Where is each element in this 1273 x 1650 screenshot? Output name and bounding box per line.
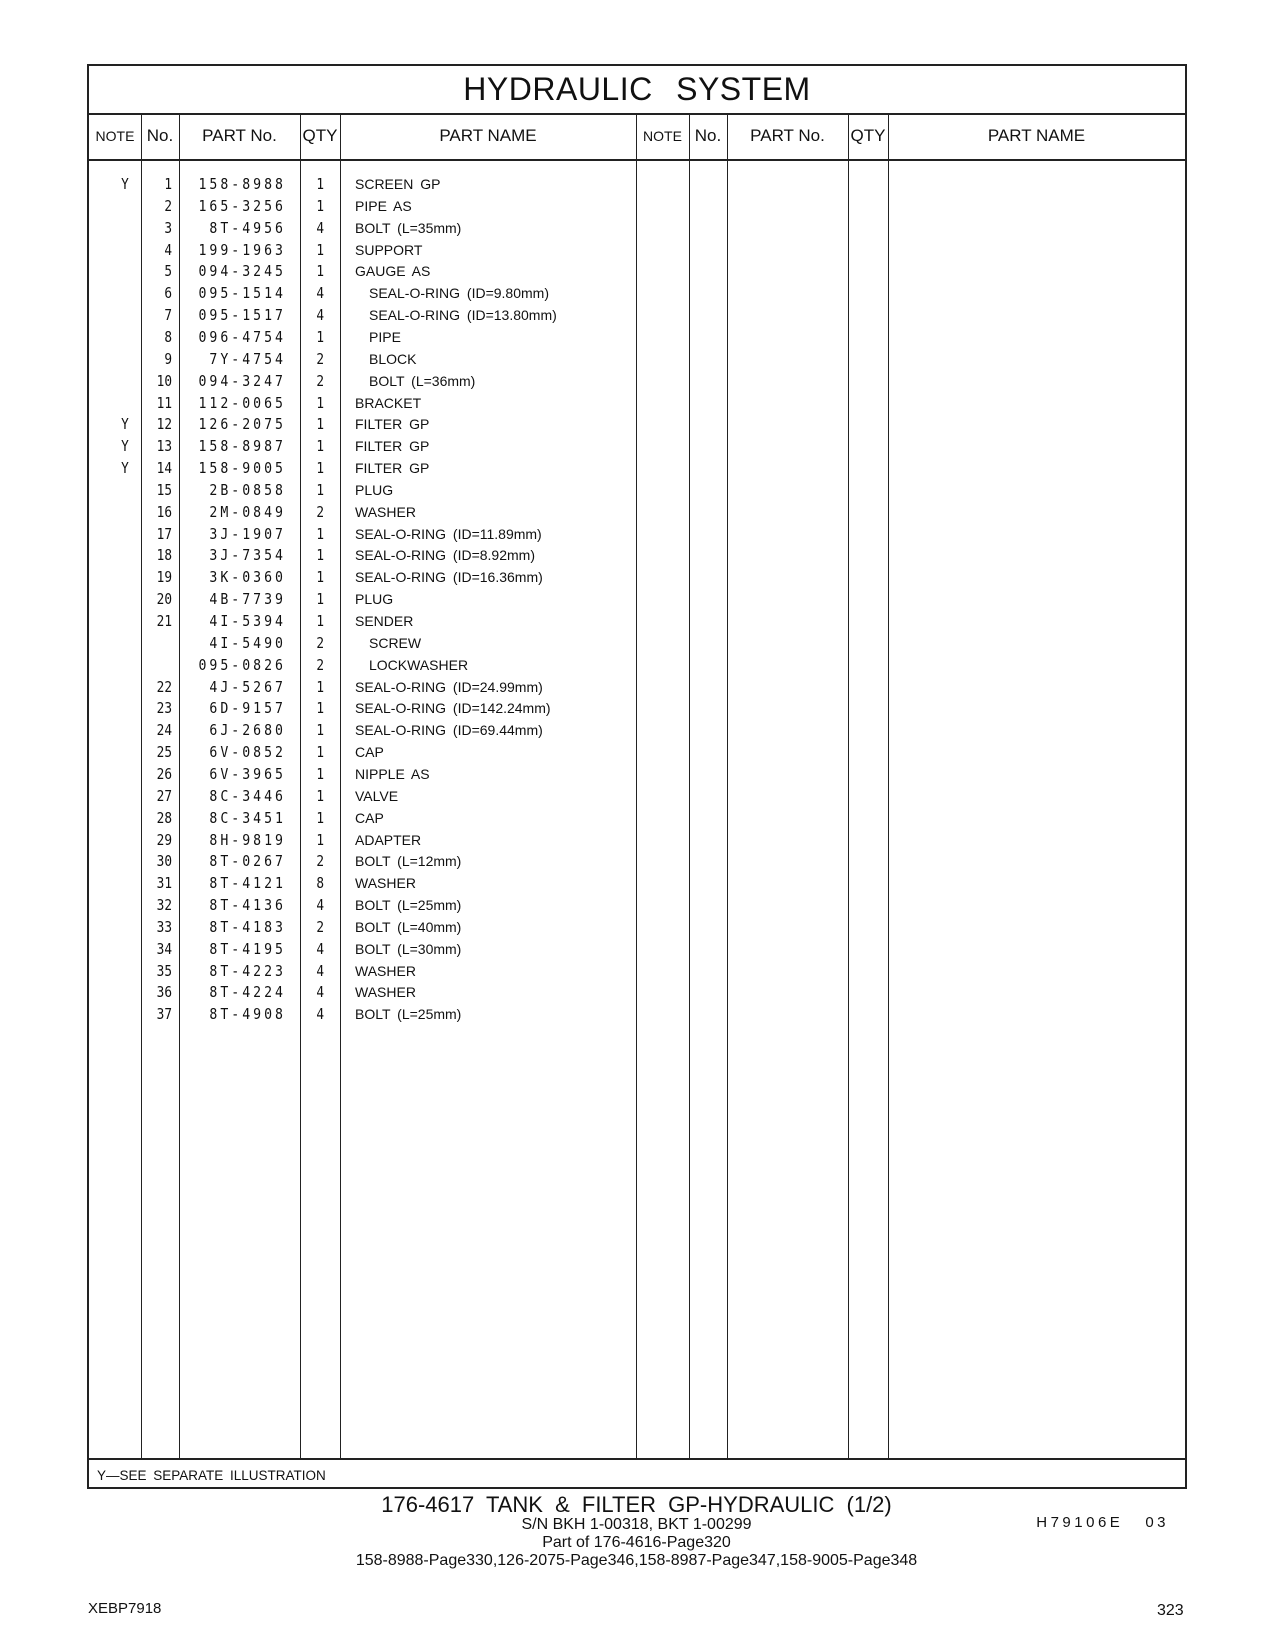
part-name-cell: PLUG [355, 591, 394, 608]
table-row [89, 741, 636, 764]
part-name-cell: BOLT (L=25mm) [355, 1006, 462, 1023]
part-number-cell: 6V-0852 [209, 743, 286, 762]
caption-serial: S/N BKH 1-00318, BKT 1-00299 [521, 1516, 752, 1533]
quantity-cell: 4 [316, 961, 324, 980]
quantity-cell: 4 [316, 284, 324, 303]
note-cell [111, 654, 138, 677]
note-cell [111, 632, 138, 655]
quantity-cell: 4 [316, 218, 324, 237]
part-number-cell: 8C-3446 [209, 786, 286, 805]
part-number-cell: 095-1514 [198, 284, 286, 303]
table-row [89, 348, 636, 371]
note-cell [111, 872, 138, 895]
item-number-cell: 1 [164, 175, 172, 193]
quantity-cell: 1 [316, 743, 324, 762]
quantity-cell: 4 [316, 896, 324, 915]
part-name-cell: SEAL-O-RING (ID=13.80mm) [369, 307, 557, 324]
item-number-cell: 30 [156, 852, 172, 871]
quantity-cell: 1 [316, 764, 324, 783]
note-cell [111, 588, 138, 611]
table-row [89, 457, 636, 480]
item-number-cell: 18 [156, 546, 172, 565]
quantity-cell: 2 [316, 852, 324, 871]
note-cell [111, 916, 138, 939]
part-name-cell: LOCKWASHER [369, 656, 469, 673]
table-row [89, 676, 636, 699]
part-number-cell: 4I-5490 [209, 633, 286, 652]
quantity-cell: 1 [316, 240, 324, 259]
part-number-cell: 8T-0267 [209, 852, 286, 871]
note-cell [111, 566, 138, 589]
quantity-cell: 1 [316, 546, 324, 565]
note-cell [111, 217, 138, 240]
header-qty-right: QTY [850, 126, 886, 145]
table-row [89, 872, 636, 895]
item-number-cell: 36 [156, 983, 172, 1002]
table-row [89, 173, 636, 196]
table-row [89, 304, 636, 327]
part-name-cell: BOLT (L=12mm) [355, 853, 462, 870]
note-cell [111, 741, 138, 764]
part-name-cell: BOLT (L=30mm) [355, 940, 462, 957]
item-number-cell: 7 [164, 306, 172, 325]
table-row [89, 282, 636, 305]
item-number-cell [147, 632, 173, 655]
quantity-cell: 1 [316, 175, 324, 193]
note-cell [111, 326, 138, 349]
part-name-cell: WASHER [355, 503, 416, 520]
part-name-cell: ADAPTER [355, 831, 422, 848]
part-number-cell: 158-8987 [198, 437, 286, 456]
part-name-cell: SENDER [355, 613, 414, 629]
quantity-cell: 1 [316, 830, 324, 849]
item-number-cell: 25 [156, 743, 172, 762]
table-row [89, 501, 636, 524]
quantity-cell: 1 [316, 808, 324, 827]
table-row [89, 326, 636, 349]
drawing-revision: 03 [1145, 1514, 1169, 1531]
part-name-cell: CAP [355, 744, 384, 761]
note-cell: Y [121, 415, 129, 434]
item-number-cell: 27 [156, 786, 172, 805]
table-row [89, 413, 636, 436]
note-cell [111, 392, 138, 415]
quantity-cell: 4 [316, 1005, 324, 1024]
item-number-cell: 19 [156, 568, 172, 587]
quantity-cell: 2 [316, 502, 324, 521]
footnote: Y—SEE SEPARATE ILLUSTRATION [97, 1468, 326, 1483]
table-row [89, 981, 636, 1004]
quantity-cell: 2 [316, 917, 324, 936]
quantity-cell: 2 [316, 633, 324, 652]
part-name-cell: SEAL-O-RING (ID=142.24mm) [355, 700, 551, 717]
part-number-cell: 3J-7354 [209, 546, 286, 565]
part-name-cell: FILTER GP [355, 416, 430, 433]
quantity-cell: 1 [316, 524, 324, 543]
part-name-cell: SEAL-O-RING (ID=24.99mm) [355, 678, 543, 695]
table-row [89, 435, 636, 458]
table-row [89, 785, 636, 808]
item-number-cell: 12 [156, 415, 172, 434]
part-name-cell: SEAL-O-RING (ID=11.89mm) [355, 525, 542, 542]
header-no-left: No. [146, 126, 174, 145]
part-number-cell: 6D-9157 [209, 699, 286, 718]
note-cell [111, 719, 138, 742]
part-number-cell: 8T-4195 [209, 939, 286, 958]
item-number-cell: 34 [156, 939, 172, 958]
item-number-cell: 8 [164, 327, 172, 346]
note-cell [111, 501, 138, 524]
part-name-cell: BOLT (L=36mm) [369, 372, 476, 389]
quantity-cell: 1 [316, 721, 324, 740]
table-row [89, 654, 636, 677]
part-number-cell: 4I-5394 [209, 612, 286, 630]
item-number-cell: 37 [156, 1005, 172, 1024]
part-name-cell: BOLT (L=40mm) [355, 918, 462, 935]
part-name-cell: SCREW [369, 634, 422, 651]
quantity-cell: 1 [316, 437, 324, 456]
quantity-cell: 1 [316, 459, 324, 478]
part-name-cell: BLOCK [369, 350, 417, 367]
table-row [89, 894, 636, 917]
note-cell [111, 239, 138, 262]
note-cell [111, 960, 138, 983]
item-number-cell: 14 [156, 459, 172, 478]
part-number-cell: 158-9005 [198, 459, 286, 478]
note-cell [111, 807, 138, 830]
part-name-cell: SEAL-O-RING (ID=9.80mm) [369, 285, 549, 302]
header-part-right: PART No. [750, 126, 825, 145]
item-number-cell: 23 [156, 699, 172, 718]
part-number-cell: 8T-4956 [209, 218, 286, 237]
item-number-cell: 26 [156, 764, 172, 783]
quantity-cell: 4 [316, 983, 324, 1002]
part-number-cell: 2B-0858 [209, 480, 286, 499]
note-cell [111, 894, 138, 917]
part-name-cell: BOLT (L=25mm) [355, 897, 462, 914]
part-number-cell: 2M-0849 [209, 502, 286, 521]
note-cell [111, 981, 138, 1004]
part-number-cell: 4B-7739 [209, 590, 286, 609]
part-number-cell: 096-4754 [198, 327, 286, 346]
part-name-cell: WASHER [355, 962, 416, 979]
item-number-cell: 11 [156, 393, 172, 412]
note-cell [111, 850, 138, 873]
note-cell [111, 763, 138, 786]
part-number-cell: 199-1963 [198, 240, 286, 259]
part-name-cell: CAP [355, 809, 384, 826]
header-name-left: PART NAME [439, 126, 537, 145]
part-number-cell: 165-3256 [198, 196, 286, 215]
part-number-cell: 095-0826 [198, 655, 286, 674]
part-number-cell: 8C-3451 [209, 808, 286, 827]
part-number-cell: 8T-4908 [209, 1005, 286, 1024]
note-cell [111, 785, 138, 808]
item-number-cell: 35 [156, 961, 172, 980]
item-number-cell [147, 654, 173, 677]
item-number-cell: 9 [164, 349, 172, 368]
quantity-cell: 1 [316, 415, 324, 434]
parts-table-body [89, 159, 1185, 1460]
part-number-cell: 8T-4121 [209, 874, 286, 893]
part-name-cell: SCREEN GP [355, 176, 441, 192]
note-cell [111, 523, 138, 546]
table-row [89, 829, 636, 852]
note-cell [111, 195, 138, 218]
page-title: HYDRAULIC SYSTEM [89, 66, 1185, 115]
header-no-right: No. [694, 126, 722, 145]
table-row [89, 370, 636, 393]
part-number-cell: 7Y-4754 [209, 349, 286, 368]
part-number-cell: 158-8988 [198, 175, 286, 193]
item-number-cell: 20 [156, 590, 172, 609]
note-cell [111, 370, 138, 393]
part-name-cell: GAUGE AS [355, 263, 431, 280]
item-number-cell: 16 [156, 502, 172, 521]
item-number-cell: 17 [156, 524, 172, 543]
table-row [89, 697, 636, 720]
table-row [89, 1003, 636, 1026]
item-number-cell: 33 [156, 917, 172, 936]
note-cell [111, 260, 138, 283]
item-number-cell: 3 [164, 218, 172, 237]
part-number-cell: 8T-4183 [209, 917, 286, 936]
item-number-cell: 31 [156, 874, 172, 893]
quantity-cell: 1 [316, 612, 324, 630]
note-cell [111, 676, 138, 699]
part-number-cell: 3J-1907 [209, 524, 286, 543]
table-row [89, 217, 636, 240]
table-row [89, 763, 636, 786]
table-row [89, 566, 636, 589]
quantity-cell: 1 [316, 480, 324, 499]
header-qty-left: QTY [302, 126, 338, 145]
part-number-cell: 3K-0360 [209, 568, 286, 587]
item-number-cell: 15 [156, 480, 172, 499]
quantity-cell: 2 [316, 655, 324, 674]
caption-parent: Part of 176-4616-Page320 [542, 1534, 731, 1551]
note-cell [111, 829, 138, 852]
table-row [89, 479, 636, 502]
quantity-cell: 4 [316, 306, 324, 325]
quantity-cell: 1 [316, 262, 324, 281]
note-cell [111, 697, 138, 720]
part-number-cell: 6V-3965 [209, 764, 286, 783]
table-row [89, 544, 636, 567]
note-cell: Y [121, 459, 129, 478]
item-number-cell: 13 [156, 437, 172, 456]
header-note-right: NOTE [643, 128, 682, 144]
part-number-cell: 126-2075 [198, 415, 286, 434]
part-number-cell: 094-3247 [198, 371, 286, 390]
part-name-cell: SEAL-O-RING (ID=16.36mm) [355, 569, 543, 586]
item-number-cell: 4 [164, 240, 172, 259]
page-number: 323 [1157, 1602, 1184, 1619]
quantity-cell: 2 [316, 349, 324, 368]
item-number-cell: 24 [156, 721, 172, 740]
note-cell [111, 348, 138, 371]
quantity-cell: 1 [316, 677, 324, 696]
item-number-cell: 22 [156, 677, 172, 696]
quantity-cell: 8 [316, 874, 324, 893]
quantity-cell: 1 [316, 393, 324, 412]
table-row [89, 916, 636, 939]
note-cell [111, 282, 138, 305]
part-name-cell: BRACKET [355, 394, 422, 411]
header-part-left: PART No. [202, 126, 277, 145]
item-number-cell: 32 [156, 896, 172, 915]
part-number-cell: 8H-9819 [209, 830, 286, 849]
table-row [89, 850, 636, 873]
quantity-cell: 4 [316, 939, 324, 958]
part-name-cell: VALVE [355, 787, 399, 804]
table-row [89, 588, 636, 611]
part-name-cell: PLUG [355, 481, 394, 498]
table-row [89, 392, 636, 415]
part-name-cell: SUPPORT [355, 241, 423, 258]
part-number-cell: 8T-4224 [209, 983, 286, 1002]
quantity-cell: 1 [316, 568, 324, 587]
note-cell [111, 304, 138, 327]
item-number-cell: 10 [156, 371, 172, 390]
part-name-cell: PIPE AS [355, 197, 412, 214]
table-row [89, 938, 636, 961]
part-number-cell: 8T-4136 [209, 896, 286, 915]
part-name-cell: NIPPLE AS [355, 765, 430, 782]
table-row [89, 719, 636, 742]
item-number-cell: 2 [164, 196, 172, 215]
note-cell: Y [121, 175, 129, 193]
part-number-cell: 095-1517 [198, 306, 286, 325]
caption-references: 158-8988-Page330,126-2075-Page346,158-8987-Page347,158-9005-Page348 [355, 1552, 918, 1569]
table-row [89, 610, 636, 633]
table-header [89, 113, 1185, 161]
caption-title: 176-4617 TANK & FILTER GP-HYDRAULIC (1/2) [381, 1492, 892, 1517]
part-number-cell: 6J-2680 [209, 721, 286, 740]
quantity-cell: 1 [316, 699, 324, 718]
note-cell [111, 938, 138, 961]
part-name-cell: WASHER [355, 875, 416, 892]
note-cell [111, 1003, 138, 1026]
part-name-cell: SEAL-O-RING (ID=69.44mm) [355, 722, 543, 739]
part-name-cell: FILTER GP [355, 460, 430, 477]
table-row [89, 523, 636, 546]
item-number-cell: 29 [156, 830, 172, 849]
note-cell: Y [121, 437, 129, 456]
part-number-cell: 4J-5267 [209, 677, 286, 696]
part-name-cell: FILTER GP [355, 438, 430, 455]
note-cell [111, 610, 138, 633]
part-name-cell: SEAL-O-RING (ID=8.92mm) [355, 547, 535, 564]
part-number-cell: 094-3245 [198, 262, 286, 281]
note-cell [111, 544, 138, 567]
item-number-cell: 28 [156, 808, 172, 827]
part-name-cell: WASHER [355, 984, 416, 1001]
item-number-cell: 6 [164, 284, 172, 303]
quantity-cell: 1 [316, 196, 324, 215]
quantity-cell: 1 [316, 590, 324, 609]
part-name-cell: BOLT (L=35mm) [355, 219, 462, 236]
document-id: XEBP7918 [88, 1600, 162, 1617]
quantity-cell: 1 [316, 786, 324, 805]
table-row [89, 632, 636, 655]
header-name-right: PART NAME [987, 126, 1086, 145]
table-row [89, 960, 636, 983]
drawing-number: H79106E [1036, 1514, 1124, 1531]
item-number-cell: 21 [156, 612, 172, 630]
table-row [89, 260, 636, 283]
part-name-cell: PIPE [369, 328, 401, 345]
quantity-cell: 2 [316, 371, 324, 390]
part-number-cell: 8T-4223 [209, 961, 286, 980]
quantity-cell: 1 [316, 327, 324, 346]
part-number-cell: 112-0065 [198, 393, 286, 412]
header-note-left: NOTE [95, 128, 135, 144]
note-cell [111, 479, 138, 502]
item-number-cell: 5 [164, 262, 172, 281]
table-row [89, 195, 636, 218]
table-row [89, 239, 636, 262]
table-row [89, 807, 636, 830]
